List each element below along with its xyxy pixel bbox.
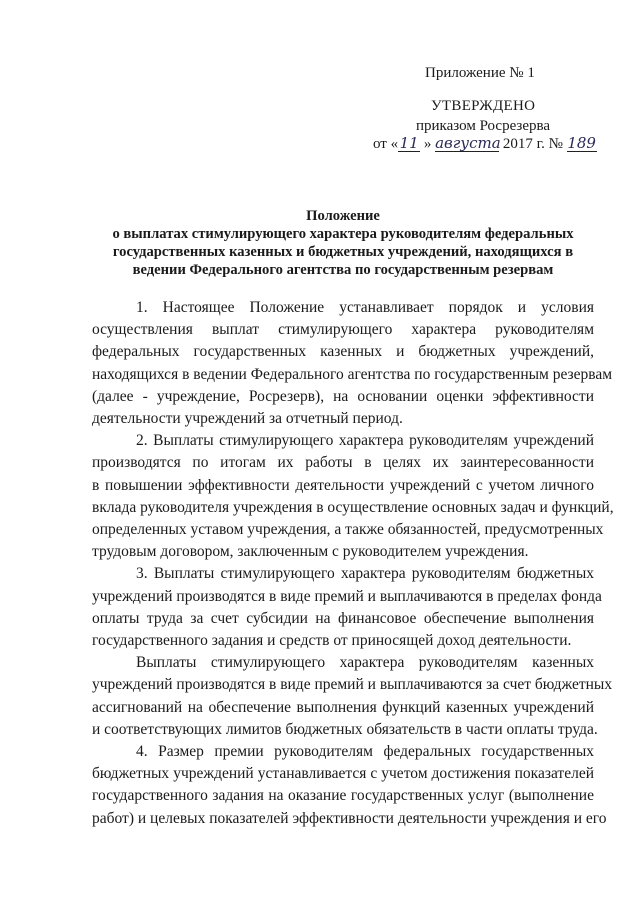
paragraph-5 [92, 741, 607, 830]
text-line: Выплаты стимулирующего характера руководителям казенных [136, 654, 594, 672]
document-title [90, 207, 596, 279]
text-line: определенных уставом учреждения, а также обязанностей, предусмотренных [92, 521, 604, 539]
order-number: 189 [567, 134, 596, 152]
approved-label: УТВЕРЖДЕНО [431, 98, 536, 114]
text-line: оплаты труда за счет субсидии на финансовое обеспечение выполнения [92, 609, 594, 627]
text-line: 1. Настоящее Положение устанавливает порядок и условия [136, 299, 594, 316]
text-line: производятся по итогам их работы в целях их заинтересованности [92, 454, 594, 472]
date-mid: » [420, 136, 436, 152]
paragraph-3 [92, 563, 602, 652]
text-line: бюджетных учреждений устанавливается с учетом достижения показателей [92, 765, 594, 783]
document-body [92, 297, 614, 830]
text-line: находящихся в ведении Федерального агентства по государственным резервам [92, 365, 613, 383]
title-line: о выплатах стимулирующего характера руководителям федеральных [112, 226, 574, 242]
text-line: 4. Размер премии руководителям федеральных государственных [136, 743, 594, 761]
title-line: Положение [306, 208, 380, 224]
text-line: государственного задания на оказание государственных услуг (выполнение [92, 787, 594, 805]
text-line: работ) и целевых показателей эффективности деятельности учреждения и его [92, 809, 607, 827]
date-year: 2017 г. № [499, 136, 567, 152]
text-line: 2. Выплаты стимулирующего характера руководителям учреждений [136, 432, 594, 450]
paragraph-2 [92, 430, 614, 563]
text-line: (далее - учреждение, Росрезерв), на основании оценки эффективности [92, 387, 594, 405]
text-line: ассигнований на обеспечение выполнения функций казенных учреждений [92, 698, 594, 716]
text-line: и соответствующих лимитов бюджетных обязательств в части оплаты труда. [92, 720, 598, 738]
text-line: государственного задания и средств от приносящей доход деятельности. [92, 632, 572, 650]
text-line: осуществления выплат стимулирующего характера руководителям [92, 321, 594, 339]
date-day: 11 [399, 134, 419, 152]
text-line: вклада руководителя учреждения в осуществление основных задач и функций, [92, 498, 614, 516]
text-line: трудовым договором, заключенным с руководителем учреждения. [92, 543, 529, 561]
text-line: в повышении эффективности деятельности учреждений с учетом личного [92, 476, 594, 494]
appendix-label: Приложение № 1 [425, 65, 535, 81]
paragraph-4 [92, 652, 613, 741]
text-line: учреждений производятся в виде премий и выплачиваются за счет бюджетных [92, 676, 613, 694]
title-line: государственных казенных и бюджетных учреждений, находящихся в [112, 244, 574, 260]
text-line: федеральных государственных казенных и бюджетных учреждений, [92, 343, 594, 361]
date-prefix: от « [373, 136, 399, 152]
order-date-line [373, 135, 597, 153]
order-label: приказом Росрезерва [416, 118, 551, 134]
paragraph-1 [92, 297, 613, 430]
text-line: учреждений производятся в виде премий и выплачиваются в пределах фонда [92, 587, 602, 605]
text-line: деятельности учреждений за отчетный период. [92, 410, 403, 428]
text-line: 3. Выплаты стимулирующего характера руководителям бюджетных [136, 565, 594, 583]
title-line: ведении Федерального агентства по государственным резервам [132, 262, 554, 278]
date-month: августа [435, 134, 501, 152]
